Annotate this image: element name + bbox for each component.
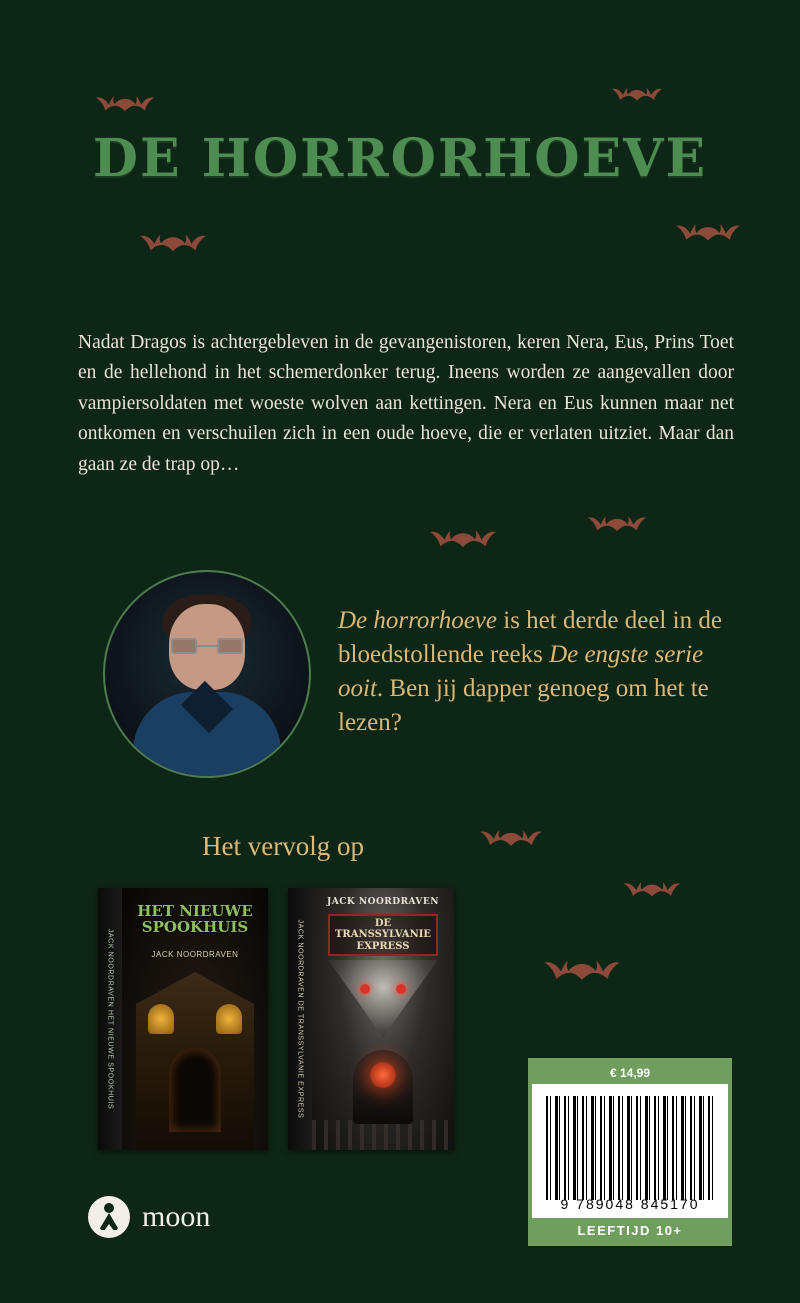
book-spine-text-2: JACK NOORDRAVEN DE TRANSSYLVANIE EXPRESS xyxy=(296,919,304,1119)
age-rating-label: LEEFTIJD 10+ xyxy=(532,1218,728,1242)
bat-icon xyxy=(676,222,740,250)
author-portrait xyxy=(103,570,311,778)
book-spine-2 xyxy=(288,888,313,1150)
blurb-text: Nadat Dragos is achtergebleven in de gevangenistoren, keren Nera, Eus, Prins Toet en de hellehond in het schemerdonker terug. Ineens worden ze aangevallen door vampiersoldaten met woeste wolven aan kettingen. Nera en Eus kunnen maar net ontkomen en verschuilen zich in een oude hoeve, die er verlaten uitziet. Maar dan gaan ze de trap op… xyxy=(78,331,734,475)
bat-icon xyxy=(480,828,542,855)
bat-icon xyxy=(140,232,206,261)
window-icon xyxy=(148,1004,174,1034)
train-lamp-icon xyxy=(370,1062,396,1088)
bat-icon xyxy=(430,528,496,557)
door-icon xyxy=(169,1048,221,1132)
bat-icon xyxy=(544,958,620,991)
bat-icon xyxy=(96,94,154,120)
page-title: DE HORRORHOEVE xyxy=(92,128,708,189)
related-book-cover-2[interactable] xyxy=(288,888,454,1150)
railway-illustration xyxy=(312,1120,454,1150)
moon-mark-icon xyxy=(88,1196,130,1238)
book-author-2: JACK NOORDRAVEN xyxy=(327,897,439,907)
pull-quote-title-2: De engste serie ooit xyxy=(338,641,704,702)
book-spine-text-1: JACK NOORDRAVEN HET NIEUWE SPOOKHUIS xyxy=(106,928,114,1110)
bat-icon xyxy=(624,880,680,905)
price-label: € 14,99 xyxy=(532,1062,728,1084)
barcode-bars xyxy=(546,1096,714,1200)
red-eye-icon xyxy=(396,984,406,994)
book-face-1 xyxy=(122,888,268,1150)
sequel-heading: Het vervolg op xyxy=(202,831,364,861)
book-spine-1 xyxy=(98,888,123,1150)
bat-icon xyxy=(588,514,646,540)
publisher-logo xyxy=(88,1196,210,1238)
plaque-line-1: DE xyxy=(374,917,392,929)
plaque-line-3: EXPRESS xyxy=(356,940,410,952)
pull-quote-text-1: is het derde deel in de bloedstollende reeks xyxy=(338,607,722,668)
related-book-cover-1[interactable] xyxy=(98,888,268,1150)
book-author-1: JACK NOORDRAVEN xyxy=(151,950,239,959)
pull-quote xyxy=(338,604,738,740)
glasses-icon xyxy=(171,638,243,654)
bat-icon xyxy=(612,86,662,108)
plaque-line-2: TRANSSYLVANIE xyxy=(334,929,432,941)
window-icon xyxy=(216,1004,242,1034)
book-title-1: HET NIEUWE SPOOKHUIS xyxy=(137,902,253,936)
book-title-plaque-2 xyxy=(328,914,438,956)
pull-quote-text-2: . Ben jij dapper genoeg om het te lezen? xyxy=(338,675,709,736)
publisher-name: moon xyxy=(142,1200,211,1233)
bat-face-illustration xyxy=(328,960,438,1038)
pull-quote-title-1: De horrorhoeve xyxy=(338,607,497,634)
isbn-number: 9 789048 845170 xyxy=(560,1196,700,1212)
book-face-2 xyxy=(312,888,454,1150)
barcode-block xyxy=(528,1058,732,1246)
red-eye-icon xyxy=(360,984,370,994)
